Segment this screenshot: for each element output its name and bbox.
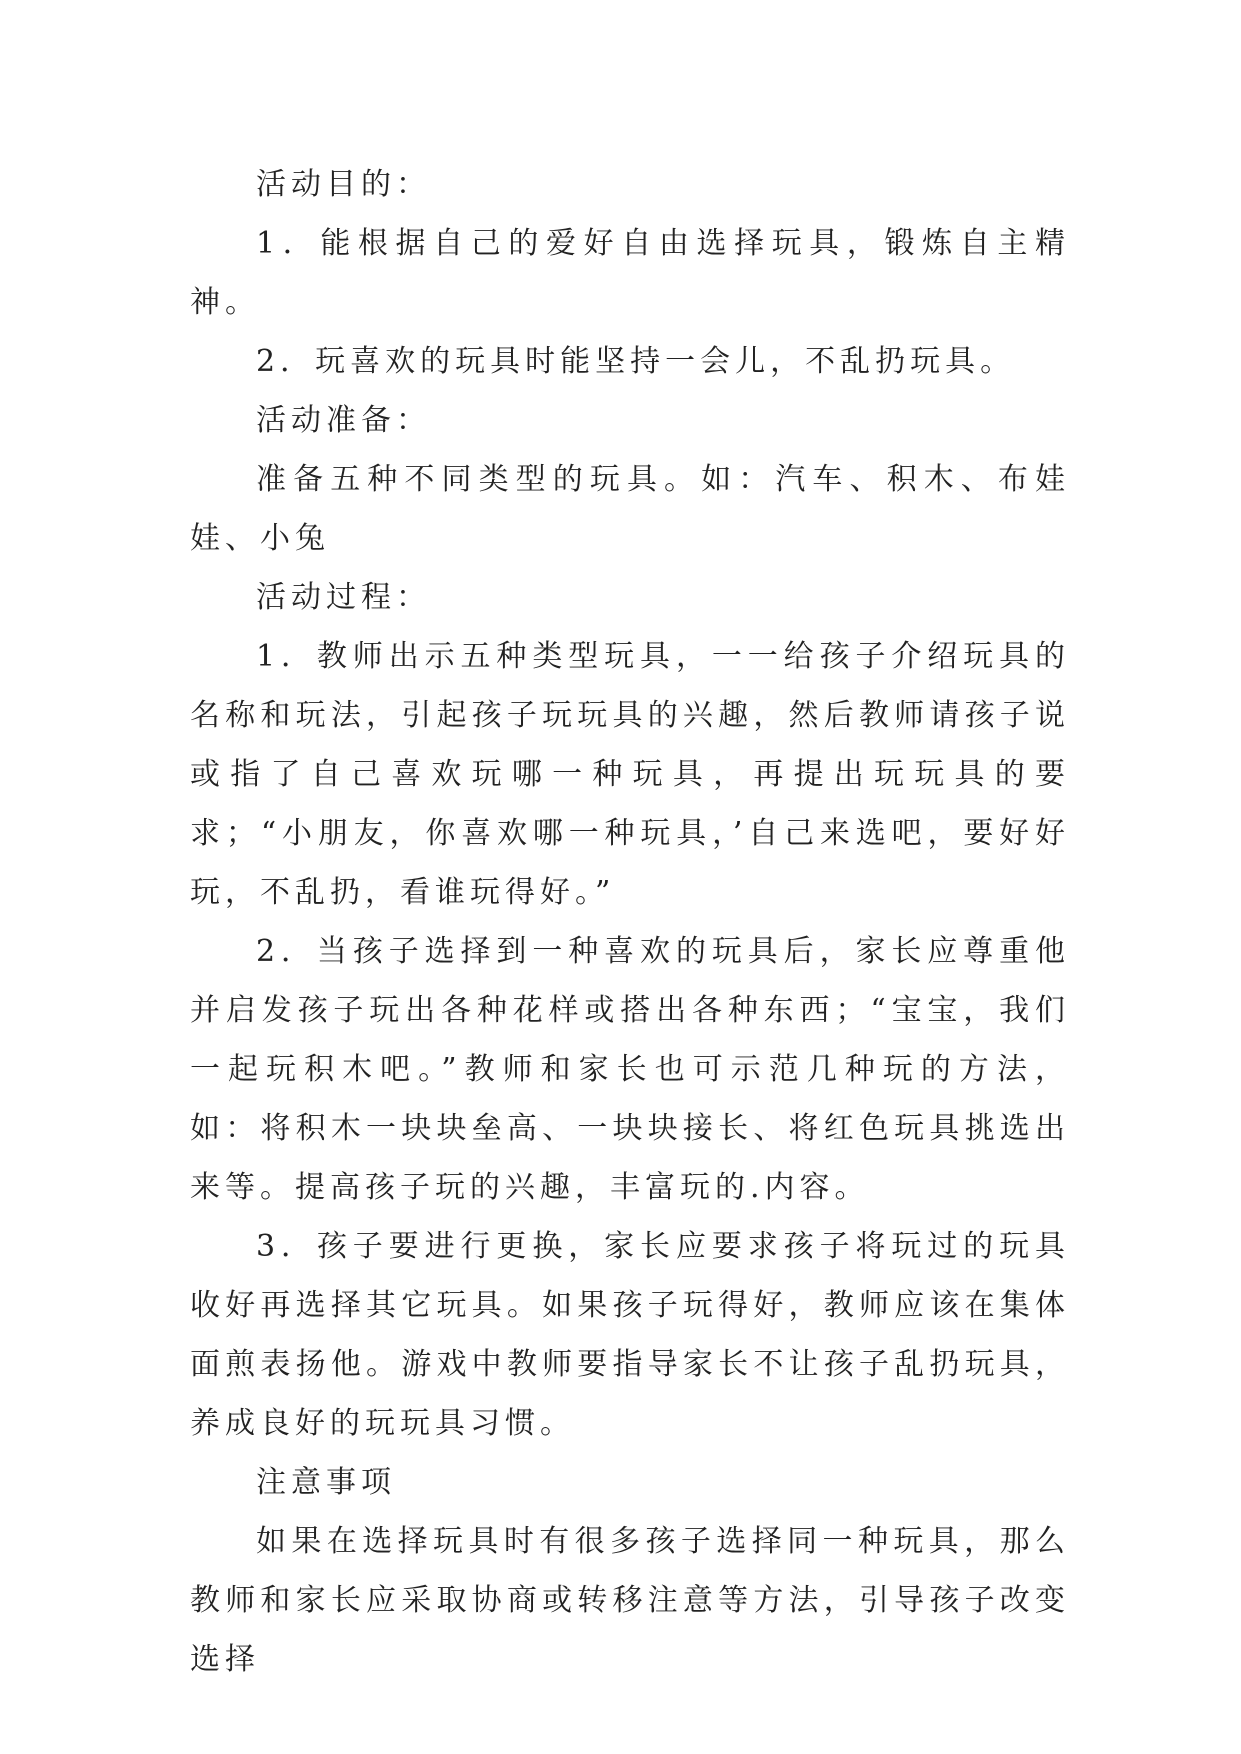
goal-item-1: 1．能根据自己的爱好自由选择玩具，锻炼自主精神。	[190, 226, 1070, 320]
heading-activity-preparation: 活动准备：	[256, 403, 431, 438]
process-step-1: 1．教师出示五种类型玩具，一一给孩子介绍玩具的名称和玩法，引起孩子玩玩具的兴趣，然后教师请孩子说或指了自己喜欢玩哪一种玩具，再提出玩玩具的要求；“小朋友，你喜欢哪一种玩具，’自己来选吧，要好好玩，不乱扔，看谁玩得好。”	[190, 639, 1070, 910]
preparation-text: 准备五种不同类型的玩具。如：汽车、积木、布娃娃、小兔	[190, 462, 1070, 556]
process-step-2: 2．当孩子选择到一种喜欢的玩具后，家长应尊重他并启发孩子玩出各种花样或搭出各种东西；“宝宝，我们一起玩积木吧。”教师和家长也可示范几种玩的方法，如：将积木一块块垒高、一块块接长、将红色玩具挑选出来等。提高孩子玩的兴趣，丰富玩的.内容。	[190, 934, 1070, 1205]
heading-notes: 注意事项	[256, 1465, 396, 1500]
heading-activity-goals: 活动目的：	[256, 167, 431, 202]
process-step-3: 3．孩子要进行更换，家长应要求孩子将玩过的玩具收好再选择其它玩具。如果孩子玩得好，教师应该在集体面煎表扬他。游戏中教师要指导家长不让孩子乱扔玩具，养成良好的玩玩具习惯。	[190, 1229, 1070, 1441]
heading-activity-process: 活动过程：	[256, 580, 431, 615]
notes-text: 如果在选择玩具时有很多孩子选择同一种玩具，那么教师和家长应采取协商或转移注意等方法，引导孩子改变选择	[190, 1524, 1070, 1677]
goal-item-2: 2．玩喜欢的玩具时能坚持一会儿，不乱扔玩具。	[256, 344, 1016, 379]
document-body	[190, 155, 1070, 1689]
